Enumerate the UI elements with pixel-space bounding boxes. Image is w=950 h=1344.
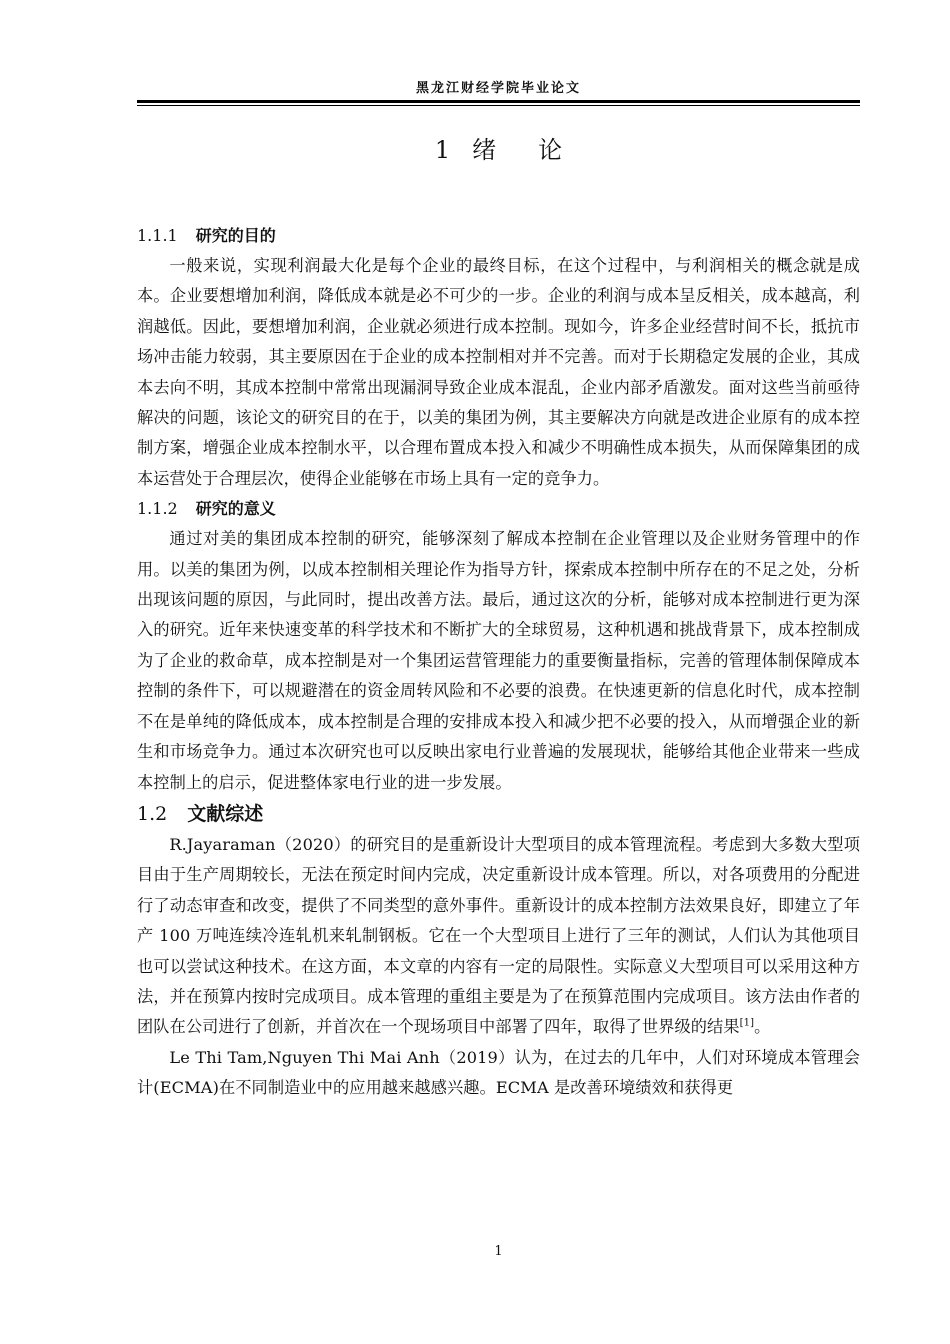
chapter-title-char-2: 论: [538, 136, 563, 164]
section-number: 1.1.2: [137, 499, 178, 519]
paragraph-text: R.Jayaraman（2020）的研究目的是重新设计大型项目的成本管理流程。考虑到大多数大型项目由于生产周期较长，无法在预定时间内完成，决定重新设计成本管理。所以，对各项费用的分配进行了动态审查和改变，提供了不同类型的意外事件。重新设计的成本控制方法效果良好，即建立了年产 100 万吨连续冷连轧机来轧制钢板。它在一个大型项目上进行了三年的测试，人们认为其他项目也可以尝试这种技术。在这方面，本文章的内容有一定的局限性。实际意义大型项目可以采用这种方法，并在预算内按时完成项目。成本管理的重组主要是为了在预算范围内完成项目。该方法由作者的团队在公司进行了创新，并首次在一个现场项目中部署了四年，取得了世界级的结果: [137, 834, 860, 1037]
section-title: 研究的意义: [195, 499, 276, 519]
section-heading-1-2: [137, 798, 860, 830]
section-number: 1.2: [137, 802, 168, 825]
paragraph-research-purpose: 一般来说，实现利润最大化是每个企业的最终目标，在这个过程中，与利润相关的概念就是成本。企业要想增加利润，降低成本就是必不可少的一步。企业的利润与成本呈反相关，成本越高，利润越低。因此，要想增加利润，企业就必须进行成本控制。现如今，许多企业经营时间不长，抵抗市场冲击能力较弱，其主要原因在于企业的成本控制相对并不完善。而对于长期稳定发展的企业，其成本去向不明，其成本控制中常常出现漏洞导致企业成本混乱，企业内部矛盾激发。面对这些当前亟待解决的问题，该论文的研究目的在于，以美的集团为例，其主要解决方向就是改进企业原有的成本控制方案，增强企业成本控制水平，以合理布置成本投入和减少不明确性成本损失，从而保障集团的成本运营处于合理层次，使得企业能够在市场上具有一定的竞争力。: [137, 256, 860, 488]
header-rule-thin: [137, 105, 860, 106]
section-title: 研究的目的: [195, 226, 276, 245]
section-heading-1-1-1: [137, 221, 860, 251]
paragraph-end: 。: [754, 1017, 771, 1037]
section-heading-1-1-2: [137, 494, 860, 524]
paragraph-literature-jayaraman: [137, 830, 860, 1043]
chapter-title-char-1: 绪: [472, 136, 497, 164]
section-title: 文献综述: [187, 802, 264, 825]
page-number: 1: [494, 1244, 503, 1259]
chapter-number: 1: [434, 136, 451, 164]
citation-ref[interactable]: [1]: [739, 1017, 755, 1029]
header-rule-thick: [137, 100, 860, 103]
paragraph-research-significance: 通过对美的集团成本控制的研究，能够深刻了解成本控制在企业管理以及企业财务管理中的作用。以美的集团为例，以成本控制相关理论作为指导方针，探索成本控制中所存在的不足之处，分析出现该问题的原因，与此同时，提出改善方法。最后，通过这次的分析，能够对成本控制进行更为深入的研究。近年来快速变革的科学技术和不断扩大的全球贸易，这种机遇和挑战背景下，成本控制成为了企业的救命草，成本控制是对一个集团运营管理能力的重要衡量指标，完善的管理体制保障成本控制的条件下，可以规避潜在的资金周转风险和不必要的浪费。在快速更新的信息化时代，成本控制不在是单纯的降低成本，成本控制是合理的安排成本投入和减少把不必要的投入，从而增强企业的新生和市场竞争力。通过本次研究也可以反映出家电行业普遍的发展现状，能够给其他企业带来一些成本控制上的启示，促进整体家电行业的进一步发展。: [137, 529, 860, 792]
chapter-title: [137, 134, 860, 166]
section-number: 1.1.1: [137, 226, 178, 245]
paragraph-literature-le-thi-tam: Le Thi Tam,Nguyen Thi Mai Anh（2019）认为，在过去的几年中，人们对环境成本管理会计(ECMA)在不同制造业中的应用越来越感兴趣。ECMA 是改善环境绩效和获得更: [137, 1047, 860, 1098]
running-header: 黑龙江财经学院毕业论文: [415, 81, 581, 96]
page-body: [137, 221, 860, 1104]
